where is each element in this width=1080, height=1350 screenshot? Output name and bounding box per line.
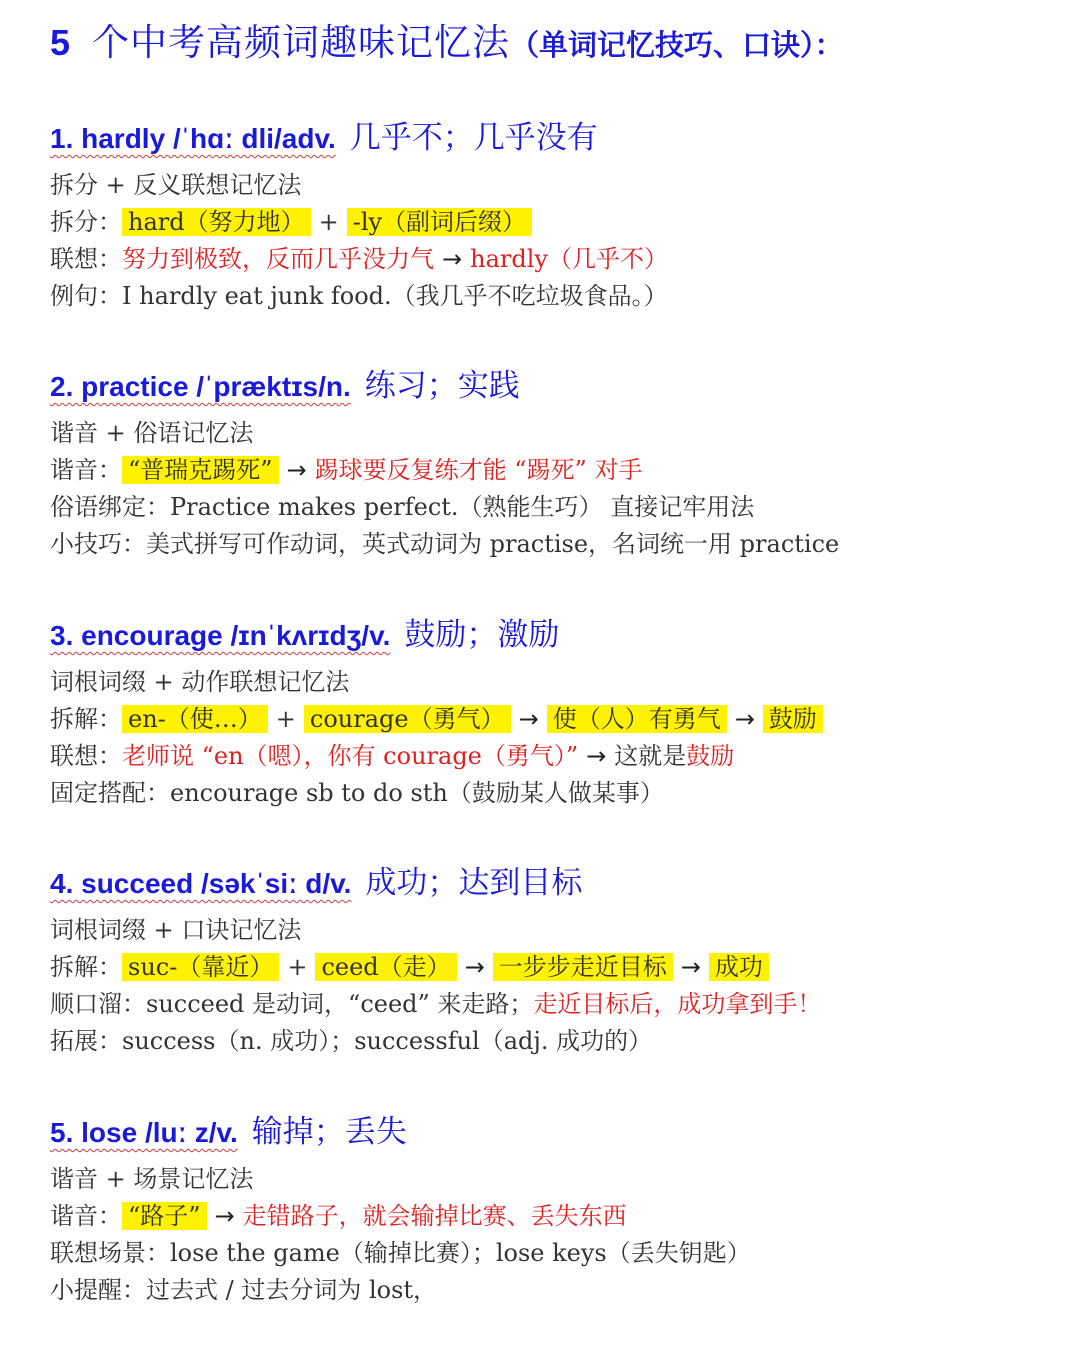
homophone-line	[50, 1198, 1060, 1235]
word-heading	[50, 115, 1060, 161]
memory-method: 词根词缀 + 口诀记忆法	[50, 916, 302, 944]
memory-method: 词根词缀 + 动作联想记忆法	[50, 668, 350, 696]
word-heading	[50, 612, 1060, 658]
line-label: 拆解：	[50, 705, 122, 733]
rhyme-line	[50, 986, 1060, 1023]
highlight-part: 成功	[709, 953, 769, 981]
split-line	[50, 701, 1060, 738]
word-entry: 3. encourage /ɪnˈkʌrɪdʒ/v.	[50, 620, 391, 651]
word-heading	[50, 860, 1060, 906]
word-entry: 5. lose /luː z/v.	[50, 1117, 238, 1148]
title-number: 5	[50, 22, 71, 63]
split-line	[50, 949, 1060, 986]
arrow-icon: →	[286, 456, 307, 484]
arrow-icon: →	[214, 1202, 235, 1230]
extension-line: 拓展：success（n. 成功）；successful（adj. 成功的）	[50, 1027, 653, 1055]
highlight-part: ceed（走）	[315, 953, 456, 981]
line-label: 谐音：	[50, 456, 122, 484]
proverb-line: 俗语绑定：Practice makes perfect.（熟能生巧） 直接记牢用法	[50, 493, 755, 521]
association-connector: 这就是	[614, 742, 687, 770]
association-line	[50, 241, 1060, 278]
word-section-lose	[50, 1109, 1060, 1309]
plus-sign: +	[287, 953, 308, 981]
word-entry: 2. practice /ˈpræktɪs/n.	[50, 371, 351, 402]
word-heading	[50, 1109, 1060, 1155]
word-section-succeed	[50, 860, 1060, 1060]
line-label: 联想：	[50, 245, 122, 273]
rhyme-text: 顺口溜：succeed 是动词，“ceed” 来走路；	[50, 990, 534, 1018]
line-label: 谐音：	[50, 1202, 122, 1230]
collocation-line: 固定搭配：encourage sb to do sth（鼓励某人做某事）	[50, 779, 664, 807]
association-text: 走错路子，就会输掉比赛、丢失东西	[242, 1202, 627, 1230]
example-sentence: 例句：I hardly eat junk food.（我几乎不吃垃圾食品。）	[50, 282, 668, 310]
arrow-icon: →	[734, 705, 755, 733]
highlight-part: “路子”	[122, 1202, 207, 1230]
highlight-part: courage（勇气）	[304, 705, 511, 733]
rhyme-result: 走近目标后，成功拿到手！	[533, 990, 822, 1018]
highlight-part: 使（人）有勇气	[547, 705, 727, 733]
plus-sign: +	[318, 208, 339, 236]
word-meaning: 成功；达到目标	[365, 865, 583, 901]
title-main: 个中考高频词趣味记忆法	[92, 21, 511, 64]
word-meaning: 鼓励；激励	[404, 617, 560, 653]
scene-line: 联想场景：lose the game（输掉比赛）；lose keys（丢失钥匙）	[50, 1239, 751, 1267]
tip-line: 小技巧：美式拼写可作动词，英式动词为 practise，名词统一用 practice	[50, 530, 840, 558]
word-entry: 4. succeed /səkˈsiː d/v.	[50, 868, 352, 899]
association-text: 老师说 “en（嗯），你有 courage（勇气）”	[122, 742, 579, 770]
arrow-icon: →	[680, 953, 701, 981]
title-subtitle: （单词记忆技巧、口诀）：	[510, 28, 844, 62]
word-meaning: 几乎不；几乎没有	[349, 120, 598, 156]
memory-method: 拆分 + 反义联想记忆法	[50, 171, 302, 199]
association-result: hardly（几乎不）	[470, 245, 668, 273]
word-meaning: 输掉；丢失	[251, 1114, 407, 1150]
word-meaning: 练习；实践	[364, 368, 520, 404]
word-section-practice	[50, 363, 1060, 563]
word-section-hardly	[50, 115, 1060, 315]
highlight-part: -ly（副词后缀）	[347, 208, 532, 236]
association-text: 努力到极致，反而几乎没力气	[122, 245, 434, 273]
line-label: 联想：	[50, 742, 122, 770]
homophone-line	[50, 452, 1060, 489]
highlight-part: hard（努力地）	[122, 208, 311, 236]
memory-method: 谐音 + 俗语记忆法	[50, 419, 254, 447]
association-text: 踢球要反复练才能 “踢死” 对手	[314, 456, 643, 484]
line-label: 拆解：	[50, 953, 122, 981]
highlight-part: 一步步走近目标	[493, 953, 673, 981]
arrow-icon: →	[586, 742, 607, 770]
association-line	[50, 738, 1060, 775]
plus-sign: +	[275, 705, 296, 733]
word-section-encourage	[50, 612, 1060, 812]
highlight-part: 鼓励	[763, 705, 823, 733]
arrow-icon: →	[464, 953, 485, 981]
arrow-icon: →	[518, 705, 539, 733]
split-line	[50, 204, 1060, 241]
arrow-icon: →	[442, 245, 463, 273]
word-entry: 1. hardly /ˈhɑː dli/adv.	[50, 123, 336, 154]
reminder-line: 小提醒：过去式 / 过去分词为 lost，	[50, 1276, 438, 1304]
highlight-part: “普瑞克踢死”	[122, 456, 279, 484]
memory-method: 谐音 + 场景记忆法	[50, 1165, 254, 1193]
word-heading	[50, 363, 1060, 409]
line-label: 拆分：	[50, 208, 122, 236]
page-title	[50, 12, 844, 66]
highlight-part: suc-（靠近）	[122, 953, 279, 981]
association-result: 鼓励	[686, 742, 735, 770]
highlight-part: en-（使…）	[122, 705, 268, 733]
